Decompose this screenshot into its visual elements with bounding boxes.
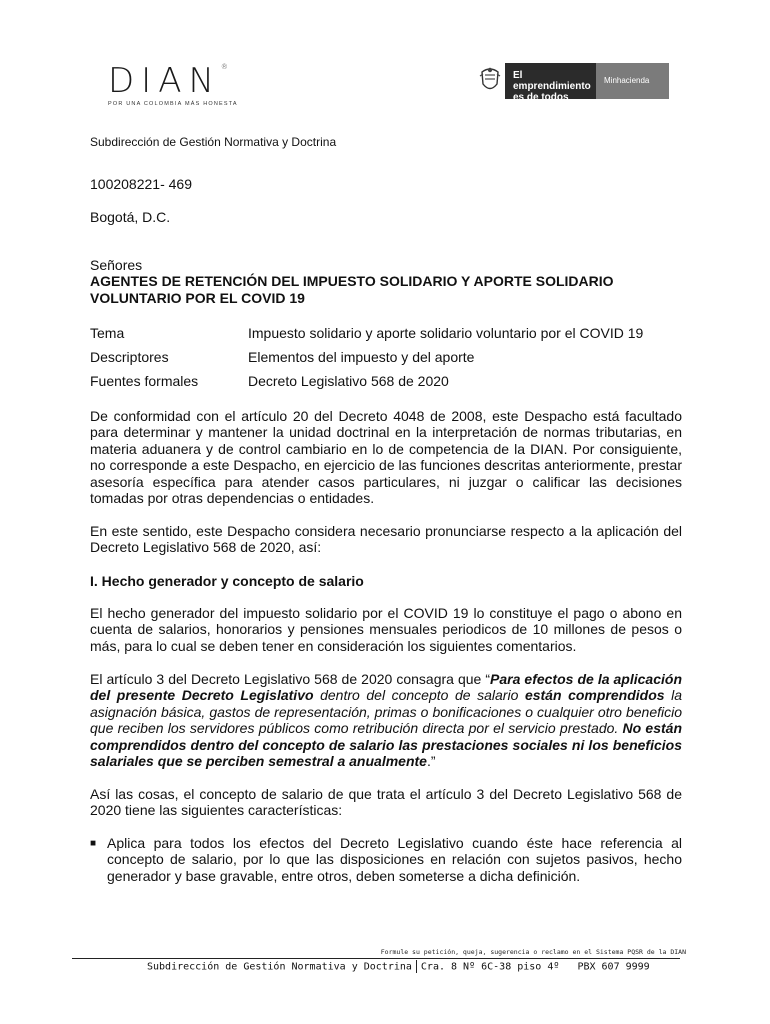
gov-slogan-line1: El emprendimiento bbox=[513, 70, 591, 92]
article-3-text-4: están comprendidos bbox=[524, 687, 665, 704]
footer-address bbox=[147, 960, 650, 973]
article-3-text-5: la asignación básica, gastos de representación, primas o bonificaciones o cualquier otro beneficio que reciben los servidores públicos como retribución directa por el servicio prestado. bbox=[90, 687, 682, 737]
footer-divider bbox=[72, 958, 680, 959]
meta-value-fuentes: Decreto Legislativo 568 de 2020 bbox=[248, 373, 449, 389]
gov-slogan bbox=[505, 63, 596, 103]
article-3-text-7: .” bbox=[426, 753, 436, 770]
article-3-text-2: Para efectos de la aplicación del presente Decreto Legislativo bbox=[90, 671, 682, 704]
gov-slogan-line2: es de todos bbox=[513, 92, 569, 103]
salutation: Señores bbox=[90, 257, 143, 273]
office-name: Subdirección de Gestión Normativa y Doctrina bbox=[90, 135, 337, 149]
paragraph-hecho-generador: El hecho generador del impuesto solidario por el COVID 19 lo constituye el pago o abono en cuenta de salarios, honorarios y pensiones mensuales periodicos de 10 millones de pesos o más, para lo cual se deben tener en consideración los siguientes comentarios. bbox=[90, 605, 682, 654]
footer-phone: PBX 607 9999 bbox=[577, 961, 650, 973]
paragraph-article-3 bbox=[90, 671, 682, 769]
meta-value-tema: Impuesto solidario y aporte solidario voluntario por el COVID 19 bbox=[248, 325, 644, 341]
dian-logo-text: DIAN bbox=[108, 61, 221, 101]
bullet-item: Aplica para todos los efectos del Decreto Legislativo cuando éste hace referencia al concepto de salario, por lo que las disposiciones en relación con sujetos pasivos, hecho generador y base gravable, entre otros, deben someterse a dicha definición. bbox=[107, 835, 682, 884]
footer-pqsr-note: Formule su petición, queja, sugerencia o reclamo en el Sistema PQSR de la DIAN bbox=[380, 948, 686, 956]
footer-street: Cra. 8 Nº 6C-38 piso 4º bbox=[420, 961, 560, 973]
meta-label-tema: Tema bbox=[90, 325, 125, 341]
paragraph-caracteristicas: Así las cosas, el concepto de salario de que trata el artículo 3 del Decreto Legislativo 568 de 2020 tiene las siguientes características: bbox=[90, 786, 682, 819]
meta-label-descriptores: Descriptores bbox=[90, 349, 169, 365]
article-3-text-6: No están comprendidos dentro del concepto de salario las prestaciones sociales ni los beneficios salariales que se perciben semestral a anualmente bbox=[90, 720, 683, 770]
footer-separator bbox=[416, 960, 417, 973]
meta-value-descriptores: Elementos del impuesto y del aporte bbox=[248, 349, 475, 365]
city: Bogotá, D.C. bbox=[90, 209, 171, 225]
coat-of-arms-icon bbox=[475, 63, 505, 99]
dian-logo: DIAN® POR UNA COLOMBIA MÁS HONESTA bbox=[108, 61, 238, 107]
dian-tagline: POR UNA COLOMBIA MÁS HONESTA bbox=[108, 101, 238, 107]
footer-office: Subdirección de Gestión Normativa y Doctrina bbox=[147, 961, 412, 973]
article-3-text-1: El artículo 3 del Decreto Legislativo 568 de 2020 consagra que “ bbox=[90, 671, 491, 687]
meta-label-fuentes: Fuentes formales bbox=[90, 373, 199, 389]
paragraph-competence: De conformidad con el artículo 20 del Decreto 4048 de 2008, este Despacho está facultado para determinar y mantener la unidad doctrinal en la interpretación de normas tributarias, en materia aduanera y de control cambiario en lo de competencia de la DIAN. Por consiguiente, no corresponde a este Despacho, en ejercicio de las funciones descritas anteriormente, prestar asesoría específica para atender casos particulares, ni juzgar o calificar las decisiones tomadas por otras dependencias o entidades. bbox=[90, 408, 682, 507]
radicado-number: 100208221- 469 bbox=[90, 176, 192, 192]
gov-ministry: Minhacienda bbox=[596, 63, 669, 99]
bullet-square-icon: ■ bbox=[90, 838, 97, 849]
paragraph-intro: En este sentido, este Despacho considera necesario pronunciarse respecto a la aplicación del Decreto Legislativo 568 de 2020, así: bbox=[90, 523, 682, 556]
government-logo bbox=[475, 63, 669, 103]
section-heading: I. Hecho generador y concepto de salario bbox=[90, 573, 364, 589]
recipient: AGENTES DE RETENCIÓN DEL IMPUESTO SOLIDARIO Y APORTE SOLIDARIO VOLUNTARIO POR EL COVID 19 bbox=[90, 273, 614, 306]
article-3-text-3: dentro del concepto de salario bbox=[313, 687, 525, 704]
